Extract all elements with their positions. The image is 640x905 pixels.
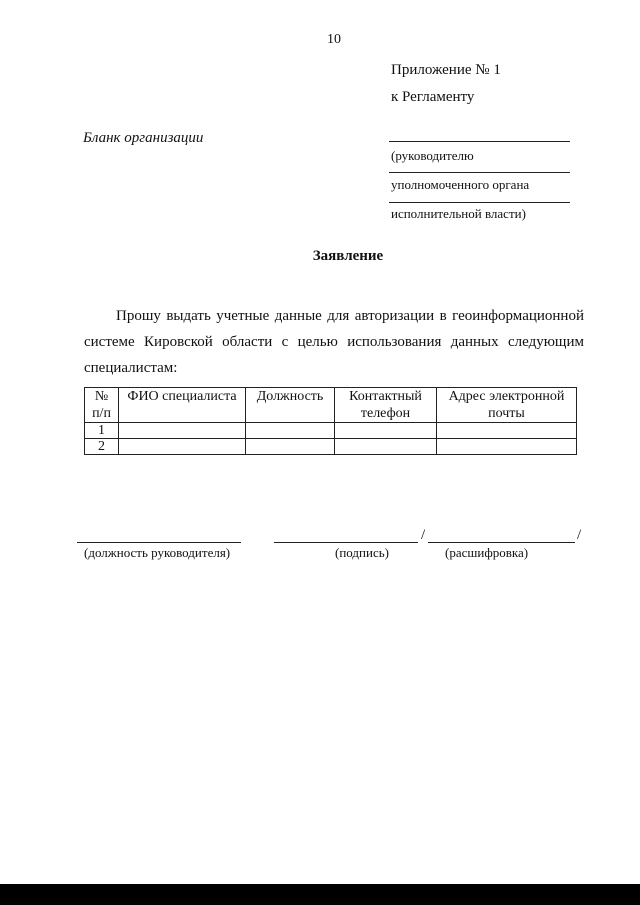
addressee-underline-1: [389, 172, 570, 173]
position-signature-line: [77, 542, 241, 543]
decoding-caption: (расшифровка): [445, 545, 529, 560]
organization-blank-label: Бланк организации: [83, 130, 204, 146]
page-number: 10: [327, 32, 341, 47]
addressee-underline-2: [389, 202, 570, 203]
column-header-full-name: ФИО специалиста: [119, 388, 246, 423]
column-header-phone: Контактный телефон: [335, 388, 437, 423]
specialists-table: [84, 387, 577, 455]
addressee-blank-line: [389, 141, 570, 142]
cell-email: [437, 439, 577, 455]
decoding-line: [428, 542, 575, 543]
column-header-position: Должность: [246, 388, 335, 423]
appendix-subtitle: к Регламенту: [391, 89, 475, 105]
cell-email: [437, 423, 577, 439]
table-header-row: [85, 388, 577, 423]
cell-full-name: [119, 423, 246, 439]
row-number: 1: [85, 423, 119, 439]
cell-phone: [335, 423, 437, 439]
column-header-email: Адрес электронной почты: [437, 388, 577, 423]
row-number: 2: [85, 439, 119, 455]
addressee-line-1: (руководителю: [391, 148, 474, 163]
signature-slash-left: /: [421, 527, 426, 543]
table-row: [85, 423, 577, 439]
cell-position: [246, 423, 335, 439]
scan-bottom-border: [0, 884, 640, 905]
cell-phone: [335, 439, 437, 455]
document-title: Заявление: [312, 248, 384, 264]
appendix-title: Приложение № 1: [391, 62, 501, 78]
signature-line: [274, 542, 418, 543]
position-caption: (должность руководителя): [84, 545, 231, 560]
signature-caption: (подпись): [335, 545, 389, 560]
addressee-line-3: исполнительной власти): [391, 206, 526, 221]
cell-position: [246, 439, 335, 455]
addressee-line-2: уполномоченного органа: [391, 177, 530, 192]
request-paragraph: Прошу выдать учетные данные для авторизации в геоинформационной системе Кировской области с целью использования данных следующим специалистам:: [84, 308, 584, 376]
table-row: [85, 439, 577, 455]
cell-full-name: [119, 439, 246, 455]
column-header-number: № п/п: [85, 388, 119, 423]
signature-slash-right: /: [577, 527, 582, 543]
